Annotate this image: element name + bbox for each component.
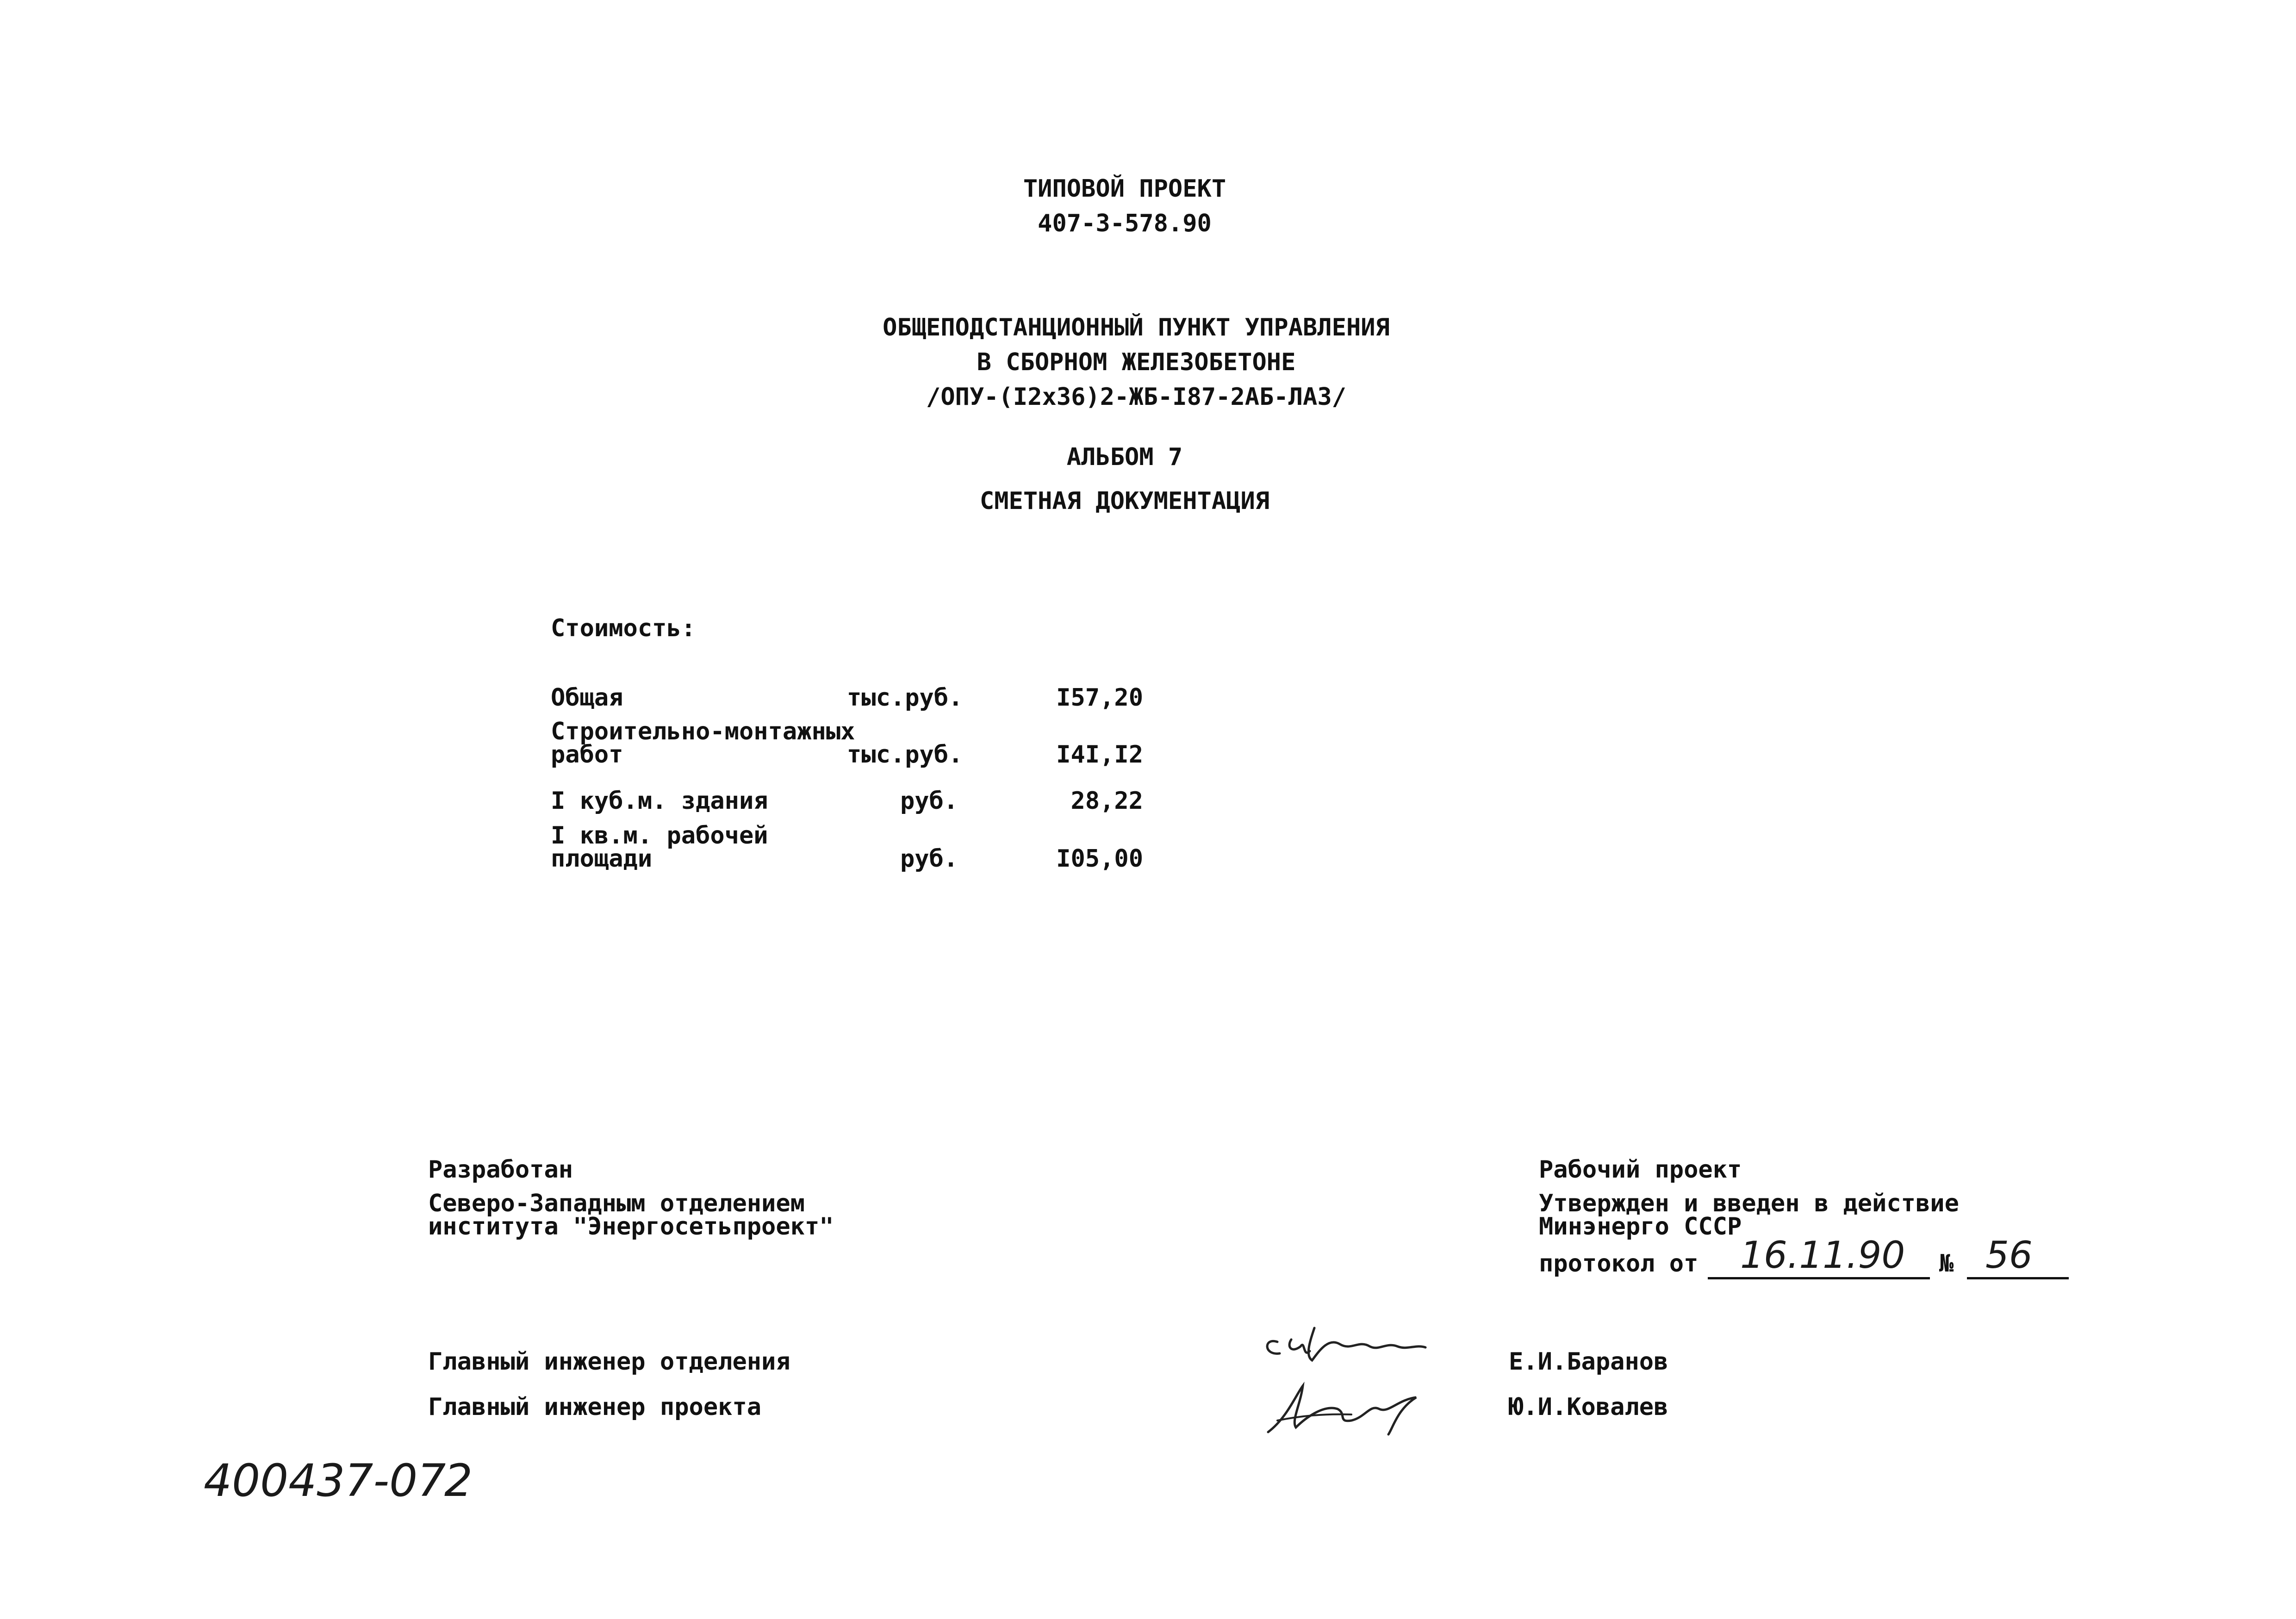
signatory-name: Е.И.Баранов — [1509, 1348, 1668, 1376]
cost-heading: Стоимость: — [551, 614, 696, 642]
approval-heading: Рабочий проект — [1539, 1156, 1742, 1184]
number-sign: № — [1939, 1250, 1954, 1278]
album-number: АЛЬБОМ 7 — [1066, 443, 1183, 471]
inventory-number: 400437-07 — [204, 1455, 446, 1507]
approval-line-2: Минэнерго СССР — [1539, 1213, 1742, 1241]
cost-value: 28,22 — [1070, 787, 1143, 815]
cost-label: I куб.м. здания — [551, 787, 768, 815]
signatory-role: Главный инженер отделения — [428, 1348, 790, 1376]
signatory-role: Главный инженер проекта — [428, 1393, 762, 1421]
protocol-number: 56 — [1985, 1234, 2033, 1277]
approval-line-1: Утвержден и введен в действие — [1539, 1190, 1959, 1217]
cost-label: Строительно-монтажных — [551, 718, 855, 745]
cost-unit: тыс.руб. — [847, 684, 963, 712]
title-line-3: /ОПУ-(I2х36)2-ЖБ-I87-2АБ-ЛАЗ/ — [926, 383, 1346, 411]
protocol-date: 16.11.90 — [1740, 1234, 1905, 1277]
cost-unit: руб. — [900, 845, 958, 873]
doc-number: 407-3-578.90 — [1038, 210, 1212, 237]
cost-label: I кв.м. рабочей — [551, 822, 768, 850]
cost-label: Общая — [551, 684, 623, 712]
documentation-subject: СМЕТНАЯ ДОКУМЕНТАЦИЯ — [979, 487, 1270, 515]
cost-unit: руб. — [900, 787, 958, 815]
signatory-name: Ю.И.Ковалев — [1509, 1393, 1668, 1421]
sheet-number: 2 — [444, 1455, 473, 1507]
title-line-2: В СБОРНОМ ЖЕЛЕЗОБЕТОНЕ — [977, 348, 1296, 376]
protocol-date-underline — [1708, 1277, 1930, 1279]
developer-line-2: института "Энергосетьпроект" — [428, 1213, 834, 1241]
signature-baranov-icon — [1259, 1319, 1444, 1374]
cost-value: I4I,I2 — [1056, 741, 1143, 769]
protocol-number-underline — [1967, 1277, 2069, 1279]
developer-heading: Разработан — [428, 1156, 573, 1184]
cost-value: I57,20 — [1056, 684, 1143, 712]
signature-kovalev-icon — [1259, 1377, 1444, 1441]
cost-value: I05,00 — [1056, 845, 1143, 873]
cost-label-continuation: работ — [551, 741, 623, 769]
protocol-label: протокол от — [1539, 1250, 1699, 1278]
cost-label-continuation: площади — [551, 845, 653, 873]
title-line-1: ОБЩЕПОДСТАНЦИОННЫЙ ПУНКТ УПРАВЛЕНИЯ — [883, 314, 1390, 341]
cost-unit: тыс.руб. — [847, 741, 963, 769]
doc-type: ТИПОВОЙ ПРОЕКТ — [1023, 175, 1226, 203]
developer-line-1: Северо-Западным отделением — [428, 1190, 805, 1217]
